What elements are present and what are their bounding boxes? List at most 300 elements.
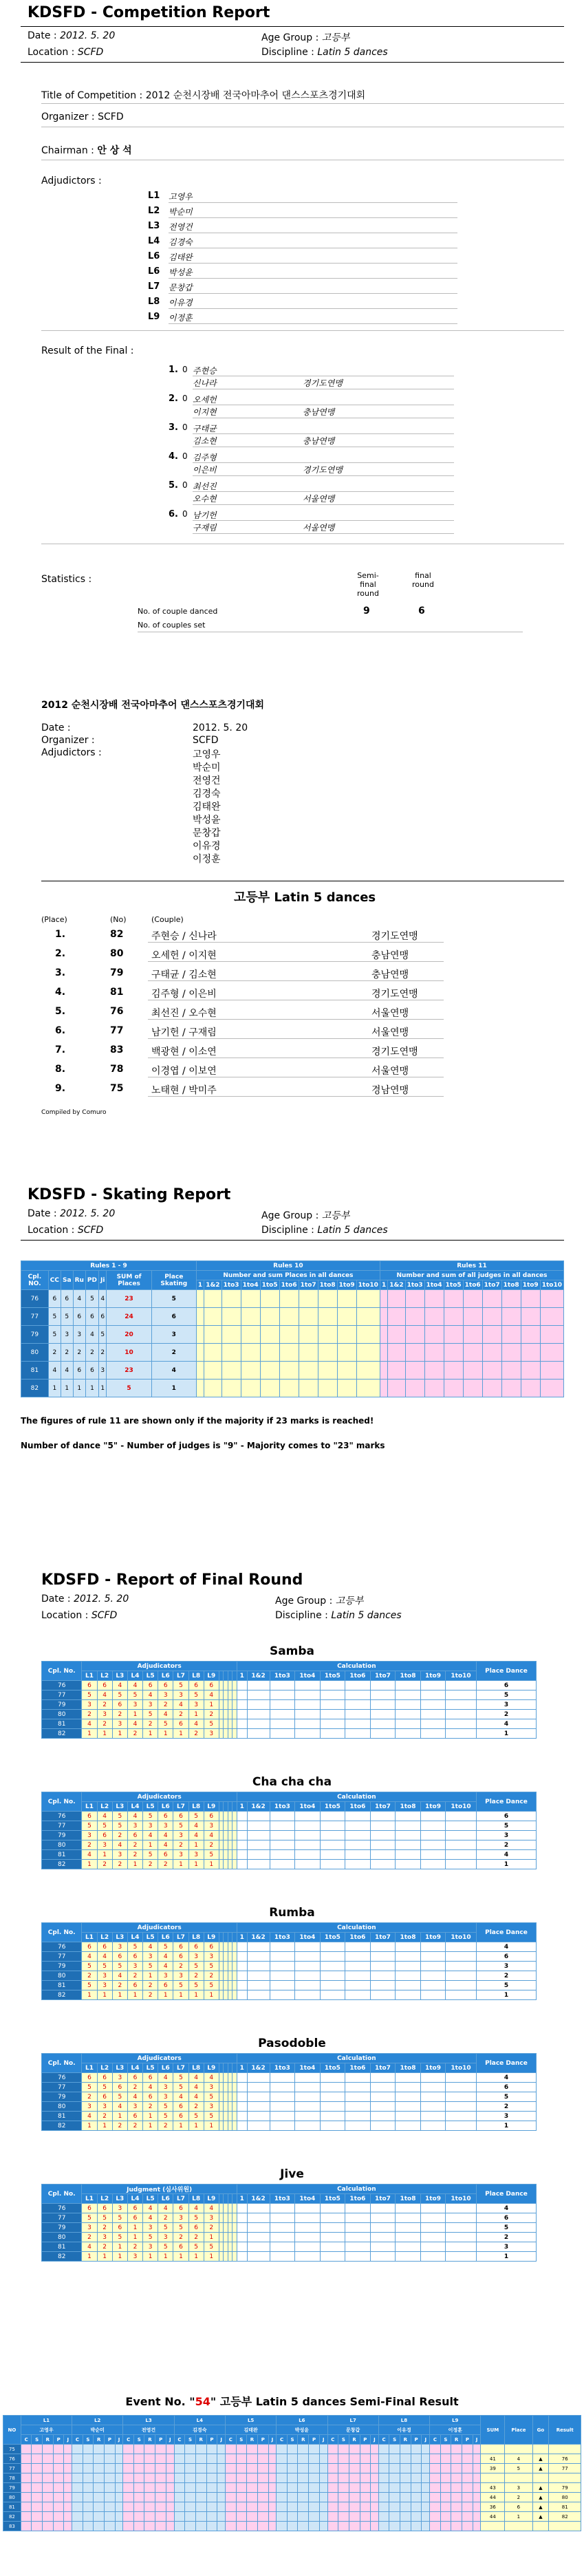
semi-mark-cell: [83, 2454, 93, 2464]
semi-mark-cell: [32, 2493, 42, 2502]
semi-mark-cell: [53, 2483, 64, 2493]
fr-calc-cell: [420, 1729, 446, 1739]
fr-calc-cell: [370, 1812, 396, 1821]
semi-mark-cell: [144, 2522, 155, 2531]
semi-mark-cell: [400, 2502, 411, 2512]
fr-calc-cell: [270, 2102, 295, 2112]
fr-mark: 4: [158, 1952, 173, 1962]
semi-cpl-no: 76: [3, 2454, 21, 2464]
semi-mark-cell: [473, 2493, 481, 2502]
summary-couple: 남기헌 / 구재림: [151, 1027, 217, 1038]
fr-mark: 4: [188, 1831, 204, 1840]
fr-mark: 5: [143, 1812, 158, 1821]
semi-dance-code: C: [21, 2435, 32, 2445]
fr-calc-cell: [237, 1990, 247, 2000]
fr-calc-cell: [420, 1952, 446, 1962]
semi-mark-cell: [206, 2493, 217, 2502]
fr-mark: 2: [82, 2092, 97, 2102]
fr-mark: 3: [204, 1729, 219, 1739]
fr-calc-cell: [345, 2223, 371, 2233]
fr-mark: 2: [158, 1860, 173, 1869]
rules10-sub: Number and sum Places in all dances: [196, 1271, 380, 1280]
semi-mark-cell: [115, 2512, 123, 2522]
semi-dance-code: J: [473, 2435, 481, 2445]
sk-rule11-cell: [405, 1362, 424, 1380]
fr-calc-cell: [247, 1729, 270, 1739]
fr-calc-cell: [446, 1681, 477, 1690]
semi-mark-cell: [72, 2493, 83, 2502]
sk-rule11-cell: [380, 1344, 387, 1362]
semi-mark-cell: [185, 2522, 195, 2531]
fr-mark: 6: [204, 1681, 219, 1690]
sk-sub-col: 1to10: [540, 1280, 563, 1290]
sk-rule10-cell: [356, 1290, 380, 1308]
semi-mark-cell: [247, 2483, 258, 2493]
semi-row: [3, 2493, 581, 2502]
fr-mark: 6: [112, 2223, 127, 2233]
final-header: final round: [412, 571, 434, 589]
fr-mark: 2: [127, 1840, 142, 1850]
semi-dance-code: S: [134, 2435, 144, 2445]
fr-calc-cell: [370, 2252, 396, 2262]
sk-rule10-cell: [196, 1308, 204, 1326]
semi-dance-code: J: [319, 2435, 327, 2445]
fr-calc-cell: [320, 1981, 345, 1990]
dance-table: [41, 1792, 537, 1869]
semi-mark-cell: [400, 2493, 411, 2502]
fr-mark: 5: [143, 1850, 158, 1860]
fr-calc-cell: [295, 1840, 321, 1850]
fr-mark: 2: [97, 2223, 112, 2233]
fr-mark: 1: [173, 2121, 188, 2131]
fr-calc-cell: [446, 1812, 477, 1821]
semi-header-row: [3, 2416, 581, 2425]
sk-rule10-cell: [241, 1290, 260, 1308]
sk-place: 2: [151, 1344, 196, 1362]
fr-calc-cell: [420, 1681, 446, 1690]
fr-mark: 6: [82, 2073, 97, 2083]
fr-judge-col: L9: [204, 1802, 219, 1812]
semi-mark-cell: [115, 2483, 123, 2493]
fr-row: [42, 1831, 537, 1840]
fr-calc-cell: [420, 2102, 446, 2112]
fr-calc-cell: [446, 1952, 477, 1962]
semi-mark-cell: [185, 2445, 195, 2454]
fr-judge-col: L7: [173, 1802, 188, 1812]
dance-header-row: [42, 1662, 537, 1671]
result-region: 서울연맹: [303, 494, 335, 504]
semi-mark-cell: [338, 2464, 349, 2473]
fr-calc-cell: [295, 2112, 321, 2121]
fr-calc-cell: [247, 1981, 270, 1990]
fr-calc-cell: [270, 1952, 295, 1962]
dance-header-row2: [42, 1933, 537, 1942]
dance-table: [41, 2184, 537, 2262]
fr-row: [42, 1690, 537, 1700]
fr-judge-col: L4: [127, 2194, 142, 2204]
couple-col: (Couple): [151, 915, 184, 924]
fr-calc-cell: [295, 2252, 321, 2262]
fr-mark: 2: [173, 2233, 188, 2242]
fr-calc-cell: [270, 1719, 295, 1729]
semi-mark-cell: [473, 2512, 481, 2522]
semi-mark-cell: [144, 2512, 155, 2522]
fr-judge-col: L3: [112, 1671, 127, 1681]
semi-mark-cell: [21, 2445, 32, 2454]
fr-calc-cell: [247, 2252, 270, 2262]
sk-sub-col: 1to4: [424, 1280, 444, 1290]
semi-mark-cell: [72, 2473, 83, 2483]
sk-rule11-cell: [388, 1290, 405, 1308]
sk-dance-place: 2: [73, 1344, 85, 1362]
semi-mark-cell: [225, 2512, 236, 2522]
fr-cpl-no: 77: [42, 2083, 82, 2092]
sk-rule10-cell: [318, 1380, 337, 1397]
fr-judge-col: L8: [188, 1802, 204, 1812]
fr-mark: 6: [204, 1812, 219, 1821]
dance-name: Pasodoble: [258, 2037, 326, 2050]
fr-place: 2: [476, 2102, 536, 2112]
skating-title: KDSFD - Skating Report: [28, 1186, 231, 1203]
semi-mark-cell: [268, 2464, 277, 2473]
semi-row: [3, 2445, 581, 2454]
fr-mark: 4: [112, 1840, 127, 1850]
fr-mark: 6: [143, 2073, 158, 2083]
fr-calc-cell: [320, 2073, 345, 2083]
fr-mark: 4: [188, 2092, 204, 2102]
summary-place: 6.: [55, 1025, 66, 1036]
sk-date: 2012. 5. 20: [60, 1208, 116, 1219]
fr-calc-cell: [370, 2204, 396, 2213]
fr-place: 2: [476, 2233, 536, 2242]
summary-region: 충남연맹: [371, 950, 409, 961]
semi-mark-cell: [349, 2512, 360, 2522]
final-round-title: KDSFD - Report of Final Round: [41, 1571, 303, 1589]
fr-mark: 6: [97, 2092, 112, 2102]
fr-mark: 2: [143, 1990, 158, 2000]
competition-report: [0, 0, 584, 564]
sk-sum: 23: [107, 1290, 151, 1308]
fr-mark: 1: [127, 1860, 142, 1869]
sk-rule10-cell: [196, 1290, 204, 1308]
semi-title-pre: Event No. ": [125, 2395, 195, 2408]
semi-mark-cell: [360, 2512, 371, 2522]
semi-mark-cell: [42, 2522, 53, 2531]
semi-mark-cell: [94, 2454, 105, 2464]
semi-mark-cell: [105, 2473, 116, 2483]
fr-mark: 5: [188, 2242, 204, 2252]
semi-go: ▲: [532, 2464, 549, 2473]
fr-calc-cell: [396, 1860, 421, 1869]
semi-mark-cell: [451, 2464, 462, 2473]
fr-mark: 1: [97, 2252, 112, 2262]
semi-mark-cell: [144, 2502, 155, 2512]
fr-calc-cell: [396, 1821, 421, 1831]
summary-place: 1.: [55, 929, 66, 940]
semi-mark-cell: [236, 2512, 246, 2522]
fr-mark: 5: [188, 1962, 204, 1971]
semi-mark-cell: [115, 2473, 123, 2483]
sk-rule11-cell: [540, 1290, 563, 1308]
semi-mark-cell: [298, 2493, 309, 2502]
semi-result: [549, 2473, 581, 2483]
sk-dance-place: 3: [61, 1326, 74, 1344]
semi-dance-code: C: [123, 2435, 134, 2445]
fr-mark: 2: [82, 1710, 97, 1719]
fr-row: [42, 1981, 537, 1990]
sk-rule11-cell: [521, 1326, 540, 1344]
semi-mark-cell: [411, 2502, 422, 2512]
fr-calc-col: 1to4: [295, 1802, 321, 1812]
adjudicator-code: L6: [148, 251, 160, 261]
semi-mark-cell: [440, 2464, 451, 2473]
semi-mark-cell: [378, 2473, 389, 2483]
semi-judge-name: 김경숙: [174, 2425, 225, 2435]
semi-mark-cell: [115, 2522, 123, 2531]
fr-mark: 3: [112, 2204, 127, 2213]
fr-mark: 3: [127, 1821, 142, 1831]
fr-calc-cell: [295, 1710, 321, 1719]
result-number: 0: [182, 480, 188, 490]
fr-mark: 6: [97, 2204, 112, 2213]
dance-header-row: [42, 1792, 537, 1802]
fr-mark: 4: [204, 1831, 219, 1840]
summary-couple: 주현승 / 신나라: [151, 931, 217, 942]
fr-cpl-no: 79: [42, 2092, 82, 2102]
fr-mark: 3: [143, 1952, 158, 1962]
semi-mark-cell: [155, 2512, 166, 2522]
fr-adj-header: Adjudicators: [82, 1792, 237, 1802]
fr-judge-col: L5: [143, 1802, 158, 1812]
fr-calc-cell: [237, 2073, 247, 2083]
adjudicator-code: L9: [148, 312, 160, 322]
semi-dance-code: C: [174, 2435, 185, 2445]
fr-place-col: Place Dance: [476, 1662, 536, 1681]
semi-mark-cell: [349, 2502, 360, 2512]
fr-calc-cell: [270, 2083, 295, 2092]
fr-calc-cell: [237, 2252, 247, 2262]
fr-age: 고등부: [335, 1596, 364, 1607]
summary-couple: 구태균 / 김소현: [151, 969, 217, 980]
semi-mark-cell: [21, 2502, 32, 2512]
fr-calc-cell: [370, 2242, 396, 2252]
fr-mark: 4: [97, 1690, 112, 1700]
semi-event-no: 54: [195, 2395, 210, 2408]
semi-judge-name: 박성윤: [277, 2425, 327, 2435]
fr-mark: 4: [143, 2083, 158, 2092]
fr-mark: 3: [143, 2223, 158, 2233]
result-partner-b: 이은비: [193, 465, 217, 475]
semi-mark-cell: [247, 2522, 258, 2531]
sk-dance-place: 4: [85, 1326, 98, 1344]
fr-calc-cell: [396, 2223, 421, 2233]
fr-mark: 2: [112, 2121, 127, 2131]
semi-cpl-no: 77: [3, 2464, 21, 2473]
fr-mark: 5: [143, 2233, 158, 2242]
semi-dance-code: P: [206, 2435, 217, 2445]
semi-mark-cell: [451, 2483, 462, 2493]
fr-mark: 2: [204, 2223, 219, 2233]
semi-result: 80: [549, 2493, 581, 2502]
result-number: 0: [182, 422, 188, 432]
sk-sub-col: 1&2: [204, 1280, 221, 1290]
fr-calc-cell: [270, 1942, 295, 1952]
fr-calc-cell: [370, 1831, 396, 1840]
summary-adjudicator: 박순미: [193, 762, 221, 773]
fr-calc-cell: [370, 2223, 396, 2233]
fr-mark: 2: [97, 2112, 112, 2121]
fr-mark: 6: [143, 1681, 158, 1690]
sk-rule10-cell: [356, 1308, 380, 1326]
fr-calc-cell: [320, 2233, 345, 2242]
semi-mark-cell: [174, 2483, 185, 2493]
fr-mark: 2: [188, 1729, 204, 1739]
result-partner-b: 신나라: [193, 378, 217, 388]
adjudicator-code: L3: [148, 221, 160, 231]
summary-adjudicator: 전영건: [193, 775, 221, 786]
summary-couple: 오세헌 / 이지현: [151, 950, 217, 961]
fr-mark: 1: [97, 1990, 112, 2000]
sk-rule10-cell: [204, 1380, 221, 1397]
fr-calc-cell: [247, 1990, 270, 2000]
fr-place: 3: [476, 1700, 536, 1710]
semi-go: [532, 2473, 549, 2483]
semi-mark-cell: [225, 2445, 236, 2454]
fr-calc-col: 1to6: [345, 1802, 371, 1812]
fr-place: 2: [476, 1971, 536, 1981]
fr-cpl-no: 81: [42, 2112, 82, 2121]
sk-rule10-cell: [299, 1380, 318, 1397]
sk-rule10-cell: [299, 1362, 318, 1380]
fr-place: 1: [476, 1990, 536, 2000]
sk-dance-place: 2: [99, 1344, 107, 1362]
adjudicator-code: L6: [148, 266, 160, 277]
fr-mark: 2: [97, 1700, 112, 1710]
semi-mark-cell: [462, 2502, 473, 2512]
fr-mark: 1: [173, 1729, 188, 1739]
sk-rule11-cell: [501, 1308, 521, 1326]
semi-judge-col: L9: [430, 2416, 481, 2425]
fr-calc-cell: [247, 1831, 270, 1840]
fr-calc-col: 1to8: [396, 1671, 421, 1681]
semi-mark-cell: [371, 2522, 379, 2531]
fr-mark: 3: [173, 1831, 188, 1840]
fr-calc-cell: [420, 1850, 446, 1860]
semi-mark-cell: [83, 2464, 93, 2473]
semi-judge-name: 김태완: [225, 2425, 276, 2435]
fr-calc-cell: [420, 1821, 446, 1831]
semi-mark-cell: [257, 2445, 268, 2454]
semi-mark-cell: [268, 2493, 277, 2502]
fr-mark: 5: [97, 2213, 112, 2223]
semi-judge-col: L3: [123, 2416, 174, 2425]
fr-calc-cell: [345, 2213, 371, 2223]
semi-go: ▲: [532, 2512, 549, 2522]
semi-mark-cell: [422, 2473, 430, 2483]
semi-mark-cell: [21, 2464, 32, 2473]
sk-rule11-cell: [380, 1290, 387, 1308]
sk-dance-col: Ru: [73, 1271, 85, 1290]
sk-dance-place: 4: [99, 1290, 107, 1308]
fr-calc-cell: [370, 1821, 396, 1831]
skating-report: [0, 1183, 584, 1486]
semi-mark-cell: [32, 2473, 42, 2483]
fr-calc-cell: [446, 1690, 477, 1700]
fr-mark: 6: [158, 1981, 173, 1990]
semi-mark-cell: [298, 2473, 309, 2483]
semi-mark-cell: [430, 2483, 441, 2493]
fr-place: 2: [476, 1710, 536, 1719]
semi-mark-cell: [94, 2493, 105, 2502]
fr-mark: 3: [112, 1942, 127, 1952]
no-col: (No): [110, 915, 127, 924]
summary-adjudicator: 박성윤: [193, 815, 221, 826]
fr-cpl-no: 82: [42, 2252, 82, 2262]
result-place: 1.: [169, 365, 178, 375]
semi-mark-cell: [327, 2464, 338, 2473]
fr-mark: 3: [97, 1971, 112, 1981]
sk-rule11-cell: [463, 1290, 482, 1308]
fr-cpl-col: Cpl. No.: [42, 1662, 82, 1681]
fr-calc-cell: [247, 1719, 270, 1729]
semi-mark-cell: [422, 2464, 430, 2473]
semi-mark-cell: [378, 2445, 389, 2454]
fr-calc-cell: [446, 1962, 477, 1971]
dance-header-row2: [42, 1802, 537, 1812]
semi-mark-cell: [42, 2483, 53, 2493]
fr-calc-cell: [247, 1710, 270, 1719]
summary-place: 9.: [55, 1083, 66, 1094]
fr-mark: 3: [158, 1821, 173, 1831]
organizer-label: Organizer :: [41, 111, 95, 122]
semi-mark-cell: [462, 2454, 473, 2464]
fr-row: [42, 1840, 537, 1850]
sk-rule10-cell: [337, 1326, 356, 1344]
fr-mark: 1: [204, 1860, 219, 1869]
fr-calc-cell: [247, 2112, 270, 2121]
semi-go: ▲: [532, 2493, 549, 2502]
semi-mark-cell: [123, 2445, 134, 2454]
semi-mark-cell: [257, 2502, 268, 2512]
semi-mark-cell: [105, 2454, 116, 2464]
fr-mark: 4: [188, 2073, 204, 2083]
fr-mark: 6: [112, 2083, 127, 2092]
fr-calc-cell: [345, 1812, 371, 1821]
semi-mark-cell: [389, 2512, 400, 2522]
fr-mark: 2: [188, 2233, 204, 2242]
semi-mark-cell: [473, 2445, 481, 2454]
semi-mark-cell: [105, 2483, 116, 2493]
sk-sum: 20: [107, 1326, 151, 1344]
fr-calc-cell: [270, 2204, 295, 2213]
semi-mark-cell: [225, 2464, 236, 2473]
semi-mark-cell: [185, 2473, 195, 2483]
sk-dance-place: 3: [73, 1326, 85, 1344]
result-partner-a: 오세헌: [193, 395, 217, 405]
fr-mark: 4: [173, 2092, 188, 2102]
fr-calc-col: 1to7: [370, 1671, 396, 1681]
summary-region: 충남연맹: [371, 969, 409, 980]
semi-mark-cell: [53, 2502, 64, 2512]
semi-mark-cell: [53, 2512, 64, 2522]
fr-mark: 1: [188, 1840, 204, 1850]
fr-calc-cell: [247, 1971, 270, 1981]
fr-calc-cell: [420, 1690, 446, 1700]
fr-judge-col: L7: [173, 1933, 188, 1942]
semi-row: [3, 2483, 581, 2493]
fr-calc-cell: [320, 1942, 345, 1952]
semi-mark-cell: [64, 2493, 72, 2502]
